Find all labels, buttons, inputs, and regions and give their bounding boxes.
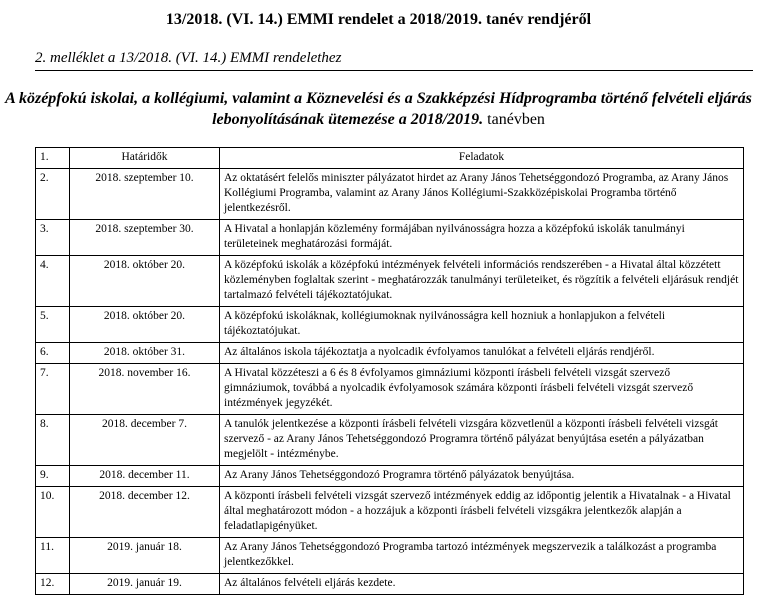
row-deadline: 2018. október 20. bbox=[70, 256, 220, 307]
row-number: 5. bbox=[36, 307, 70, 343]
row-task: A középfokú iskolák a középfokú intézmények felvételi információs rendszerében - a Hivatal által közzétett közleményben foglaltak szerint - meghatározzák tanulmányi területeiket, és rögzítik a felvételi eljárásuk rendjét tartalmazó felvételi tájékoztatójukat. bbox=[220, 256, 744, 307]
row-task: Az általános iskola tájékoztatja a nyolcadik évfolyamos tanulókat a felvételi eljárás rendjéről. bbox=[220, 343, 744, 364]
table-row bbox=[36, 574, 744, 595]
table-row bbox=[36, 169, 744, 220]
table-row bbox=[36, 466, 744, 487]
row-number: 11. bbox=[36, 538, 70, 574]
document-title: 13/2018. (VI. 14.) EMMI rendelet a 2018/2019. tanév rendjéről bbox=[165, 11, 592, 28]
row-deadline: 2019. január 18. bbox=[70, 538, 220, 574]
row-task: A Hivatal közzéteszi a 6 és 8 évfolyamos gimnáziumi központi írásbeli felvételi vizsgát szervező gimnáziumok, továbbá a nyolcadik évfolyamosok számára központi írásbeli felvételi vizsgát szervező intézmények jegyzékét. bbox=[220, 364, 744, 415]
table-header-row bbox=[36, 148, 744, 169]
schedule-table bbox=[35, 147, 744, 595]
header-number: 1. bbox=[36, 148, 70, 169]
row-task: A Hivatal a honlapján közlemény formájában nyilvánosságra hozza a középfokú iskolák tanulmányi területeinek meghatározási formáját. bbox=[220, 220, 744, 256]
table-row bbox=[36, 343, 744, 364]
row-number: 7. bbox=[36, 364, 70, 415]
row-deadline: 2018. október 31. bbox=[70, 343, 220, 364]
row-task: Az Arany János Tehetséggondozó Programba tartozó intézmények megszervezik a találkozást a programba jelentkezőkkel. bbox=[220, 538, 744, 574]
row-deadline: 2018. december 12. bbox=[70, 487, 220, 538]
row-number: 9. bbox=[36, 466, 70, 487]
row-number: 3. bbox=[36, 220, 70, 256]
row-deadline: 2018. szeptember 10. bbox=[70, 169, 220, 220]
row-number: 10. bbox=[36, 487, 70, 538]
row-deadline: 2018. december 11. bbox=[70, 466, 220, 487]
table-row bbox=[36, 307, 744, 343]
annex-label: 2. melléklet a 13/2018. (VI. 14.) EMMI rendelethez bbox=[35, 50, 342, 66]
table-row bbox=[36, 364, 744, 415]
annex-underline bbox=[35, 70, 753, 71]
header-tasks: Feladatok bbox=[220, 148, 744, 169]
header-deadlines: Határidők bbox=[70, 148, 220, 169]
table-row bbox=[36, 415, 744, 466]
table-row bbox=[36, 220, 744, 256]
row-deadline: 2018. november 16. bbox=[70, 364, 220, 415]
row-task: A központi írásbeli felvételi vizsgát szervező intézmények eddig az időpontig jelentik a Hivatalnak - a Hivatal által meghatározott módon - a hozzájuk a központi írásbeli felvételi vizsgákra jelentkezők alapján a feladatlapigényüket. bbox=[220, 487, 744, 538]
table-row bbox=[36, 487, 744, 538]
row-number: 4. bbox=[36, 256, 70, 307]
row-number: 2. bbox=[36, 169, 70, 220]
row-deadline: 2019. január 19. bbox=[70, 574, 220, 595]
table-row bbox=[36, 256, 744, 307]
row-number: 12. bbox=[36, 574, 70, 595]
row-deadline: 2018. szeptember 30. bbox=[70, 220, 220, 256]
section-heading bbox=[0, 88, 757, 130]
row-task: A tanulók jelentkezése a központi írásbeli felvételi vizsgára közvetlenül a központi írásbeli felvételi vizsgát szervező - az Arany János Tehetséggondozó Programra történő pályázat benyújtása esetén a pályázatban megjelölt - intézménybe. bbox=[220, 415, 744, 466]
table-body bbox=[36, 169, 744, 595]
table-row bbox=[36, 538, 744, 574]
row-number: 6. bbox=[36, 343, 70, 364]
row-deadline: 2018. október 20. bbox=[70, 307, 220, 343]
row-task: Az oktatásért felelős miniszter pályázatot hirdet az Arany János Tehetséggondozó Programba, az Arany János Kollégiumi Programba, valamint az Arany János Kollégiumi-Szakközépiskolai Programba történő jelentkezésről. bbox=[220, 169, 744, 220]
section-heading-tail: tanévben bbox=[487, 111, 545, 128]
section-heading-main: A középfokú iskolai, a kollégiumi, valamint a Köznevelési és a Szakképzési Hídprogramba történő felvételi eljárás lebonyolításának ütemezése a 2018/2019. bbox=[5, 90, 752, 128]
row-task: A középfokú iskoláknak, kollégiumoknak nyilvánosságra kell hozniuk a honlapjukon a felvételi tájékoztatójukat. bbox=[220, 307, 744, 343]
row-deadline: 2018. december 7. bbox=[70, 415, 220, 466]
row-task: Az Arany János Tehetséggondozó Programra történő pályázatok benyújtása. bbox=[220, 466, 744, 487]
row-number: 8. bbox=[36, 415, 70, 466]
row-task: Az általános felvételi eljárás kezdete. bbox=[220, 574, 744, 595]
